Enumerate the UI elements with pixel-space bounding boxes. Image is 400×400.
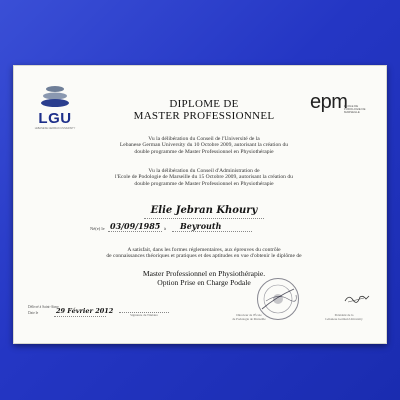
delivery-info bbox=[28, 304, 59, 316]
delivery-date-dotted-line bbox=[54, 316, 106, 317]
date-label: Date le bbox=[28, 311, 39, 315]
lgu-swoosh-icon bbox=[40, 83, 70, 109]
title-line-2: MASTER PROFESSIONNEL bbox=[133, 110, 275, 122]
paragraph-1-line-3: double programme de Master Professionnel en Physiothérapie bbox=[134, 148, 274, 155]
lgu-logo-text: LGU bbox=[38, 110, 72, 127]
sig2-line-2: de Podologie de Marseille bbox=[232, 316, 266, 321]
epm-logo-subtitle: ÉCOLE DE PODOLOGIE DE MARSEILLE bbox=[344, 104, 366, 115]
lgu-logo bbox=[32, 83, 78, 131]
paragraph-3-line-2: de connaissances théoriques et pratiques et des aptitudes en vue d'obtenir le diplôme de bbox=[106, 253, 302, 260]
born-date-label: Né(e) le bbox=[90, 226, 105, 231]
paragraph-2 bbox=[84, 168, 324, 187]
recipient-name: Elie Jebran Khoury bbox=[150, 205, 258, 216]
paragraph-1-line-1: Vu la délibération du Conseil de l'Université de la bbox=[148, 136, 260, 142]
name-dotted-line bbox=[144, 218, 264, 219]
epm-logo-text: epm bbox=[310, 91, 348, 113]
stamp-icon bbox=[258, 279, 298, 319]
paragraph-3-line-1: A satisfait, dans les formes réglementaires, aux épreuves du contrôle bbox=[127, 247, 281, 253]
paragraph-3 bbox=[79, 247, 329, 260]
degree-line-2: Option Prise en Charge Podale bbox=[157, 278, 251, 287]
diploma-document bbox=[13, 65, 387, 344]
lgu-logo-subtitle: LEBANESE GERMAN UNIVERSITY bbox=[34, 127, 76, 130]
signature-holder-label: Signature du Titulaire bbox=[130, 313, 158, 317]
paragraph-2-line-1: Vu la délibération du Conseil d'Administration de bbox=[148, 168, 260, 174]
born-date-dotted-line bbox=[108, 231, 162, 232]
delivery-date: 29 Février 2012 bbox=[56, 307, 114, 315]
born-place-value: Beyrouth bbox=[180, 221, 222, 231]
president-signature-icon bbox=[344, 292, 370, 304]
sig3-line-1: Président de la bbox=[334, 313, 354, 317]
born-date-value: 03/09/1985 bbox=[110, 221, 161, 231]
paragraph-2-line-3: double programme de Master Professionnel en Physiothérapie bbox=[134, 180, 274, 187]
paragraph-1-line-2: Lebanese German University du 10 Octobre 2009, autorisant la création du bbox=[119, 142, 289, 149]
signature-president-label bbox=[314, 314, 374, 322]
paragraph-1 bbox=[84, 136, 324, 155]
sig3-line-2: Lebanese German University bbox=[325, 316, 363, 321]
delivered-label: Délivré à Saint-Aime bbox=[28, 305, 59, 309]
paragraph-2-line-2: l'Ecole de Podologie de Marseille du 15 Octobre 2009, autorisant la création du bbox=[115, 174, 293, 181]
epm-logo bbox=[310, 91, 370, 116]
diploma-title bbox=[124, 98, 284, 122]
title-line-1: DIPLOME DE bbox=[169, 98, 239, 110]
signature-director-label bbox=[224, 314, 274, 322]
sig2-line-1: Directeur de l'École bbox=[236, 313, 262, 317]
degree-line-1: Master Professionnel en Physiothérapie. bbox=[142, 269, 266, 278]
born-place-dotted-line bbox=[172, 231, 252, 232]
born-place-label: à bbox=[164, 226, 166, 231]
